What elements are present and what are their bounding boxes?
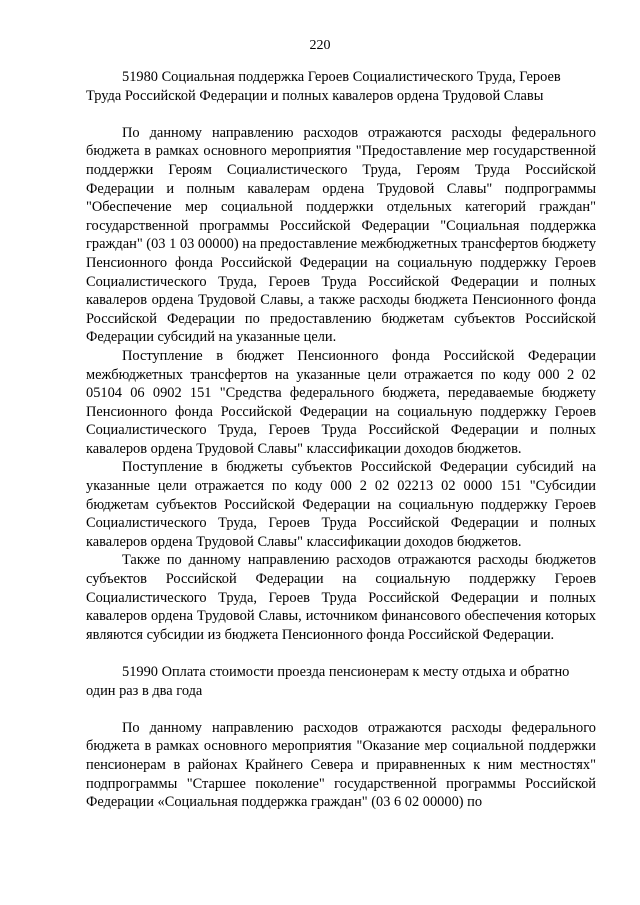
paragraph: Также по данному направлению расходов отражаются расходы бюджетов субъектов Российской Федерации на социальную поддержку Героев Социалистического Труда, Героев Труда Российской Федерации и полных кавалеров ордена Трудовой Славы, источником финансового обеспечения которых являются субсидии из бюджета Пенсионного фонда Российской Федерации. [86,552,596,643]
section-spacer [86,644,596,663]
page-number: 220 [309,38,331,53]
paragraph: По данному направлению расходов отражаются расходы федерального бюджета в рамках основного мероприятия "Предоставление мер государственной поддержки Героям Социалистического Труда, Героям Труда Российской Федерации и полным кавалерам ордена Трудовой Славы" подпрограммы "Обеспечение мер социальной поддержки отдельных категорий граждан" государственной программы Российской Федерации "Социальная поддержка граждан" (03 1 03 00000) на предоставление межбюджетных трансфертов бюджету Пенсионного фонда Российской Федерации на социальную поддержку Героев Социалистического Труда, Героев Труда Российской Федерации и полных кавалеров ордена Трудовой Славы, а также расходы бюджета Пенсионного фонда Российской Федерации по предоставлению бюджетам субъектов Российской Федерации субсидий на указанные цели. [86,124,597,346]
paragraph: Поступление в бюджет Пенсионного фонда Российской Федерации межбюджетных трансфертов на указанные цели отражается по коду 000 2 02 05104 06 0902 151 "Средства федерального бюджета, передаваемые бюджету Пенсионного фонда Российской Федерации на социальную поддержку Героев Социалистического Труда, Героев Труда Российской Федерации и полных кавалеров ордена Трудовой Славы" классификации доходов бюджетов. [86,347,596,457]
section-title-51980: 51980 Социальная поддержка Героев Социалистического Труда, Героев Труда Российской Федерации и полных кавалеров ордена Трудовой Славы [86,69,561,104]
paragraph: Поступление в бюджеты субъектов Российской Федерации субсидий на указанные цели отражается по коду 000 2 02 02213 02 0000 151 "Субсидии бюджетам субъектов Российской Федерации на социальную поддержку Героев Социалистического Труда, Героев Труда Российской Федерации и полных кавалеров ордена Трудовой Славы" классификации доходов бюджетов. [86,459,596,550]
section-title-51990: 51990 Оплата стоимости проезда пенсионерам к месту отдыха и обратно один раз в два года [86,664,570,699]
document-body [86,68,596,812]
paragraph: По данному направлению расходов отражаются расходы федерального бюджета в рамках основного мероприятия "Оказание мер социальной поддержки пенсионерам в районах Крайнего Севера и приравненных к ним местностях" подпрограммы "Старшее поколение" государственной программы Российской Федерации «Социальная поддержка граждан" (03 6 02 00000) по [86,719,596,811]
